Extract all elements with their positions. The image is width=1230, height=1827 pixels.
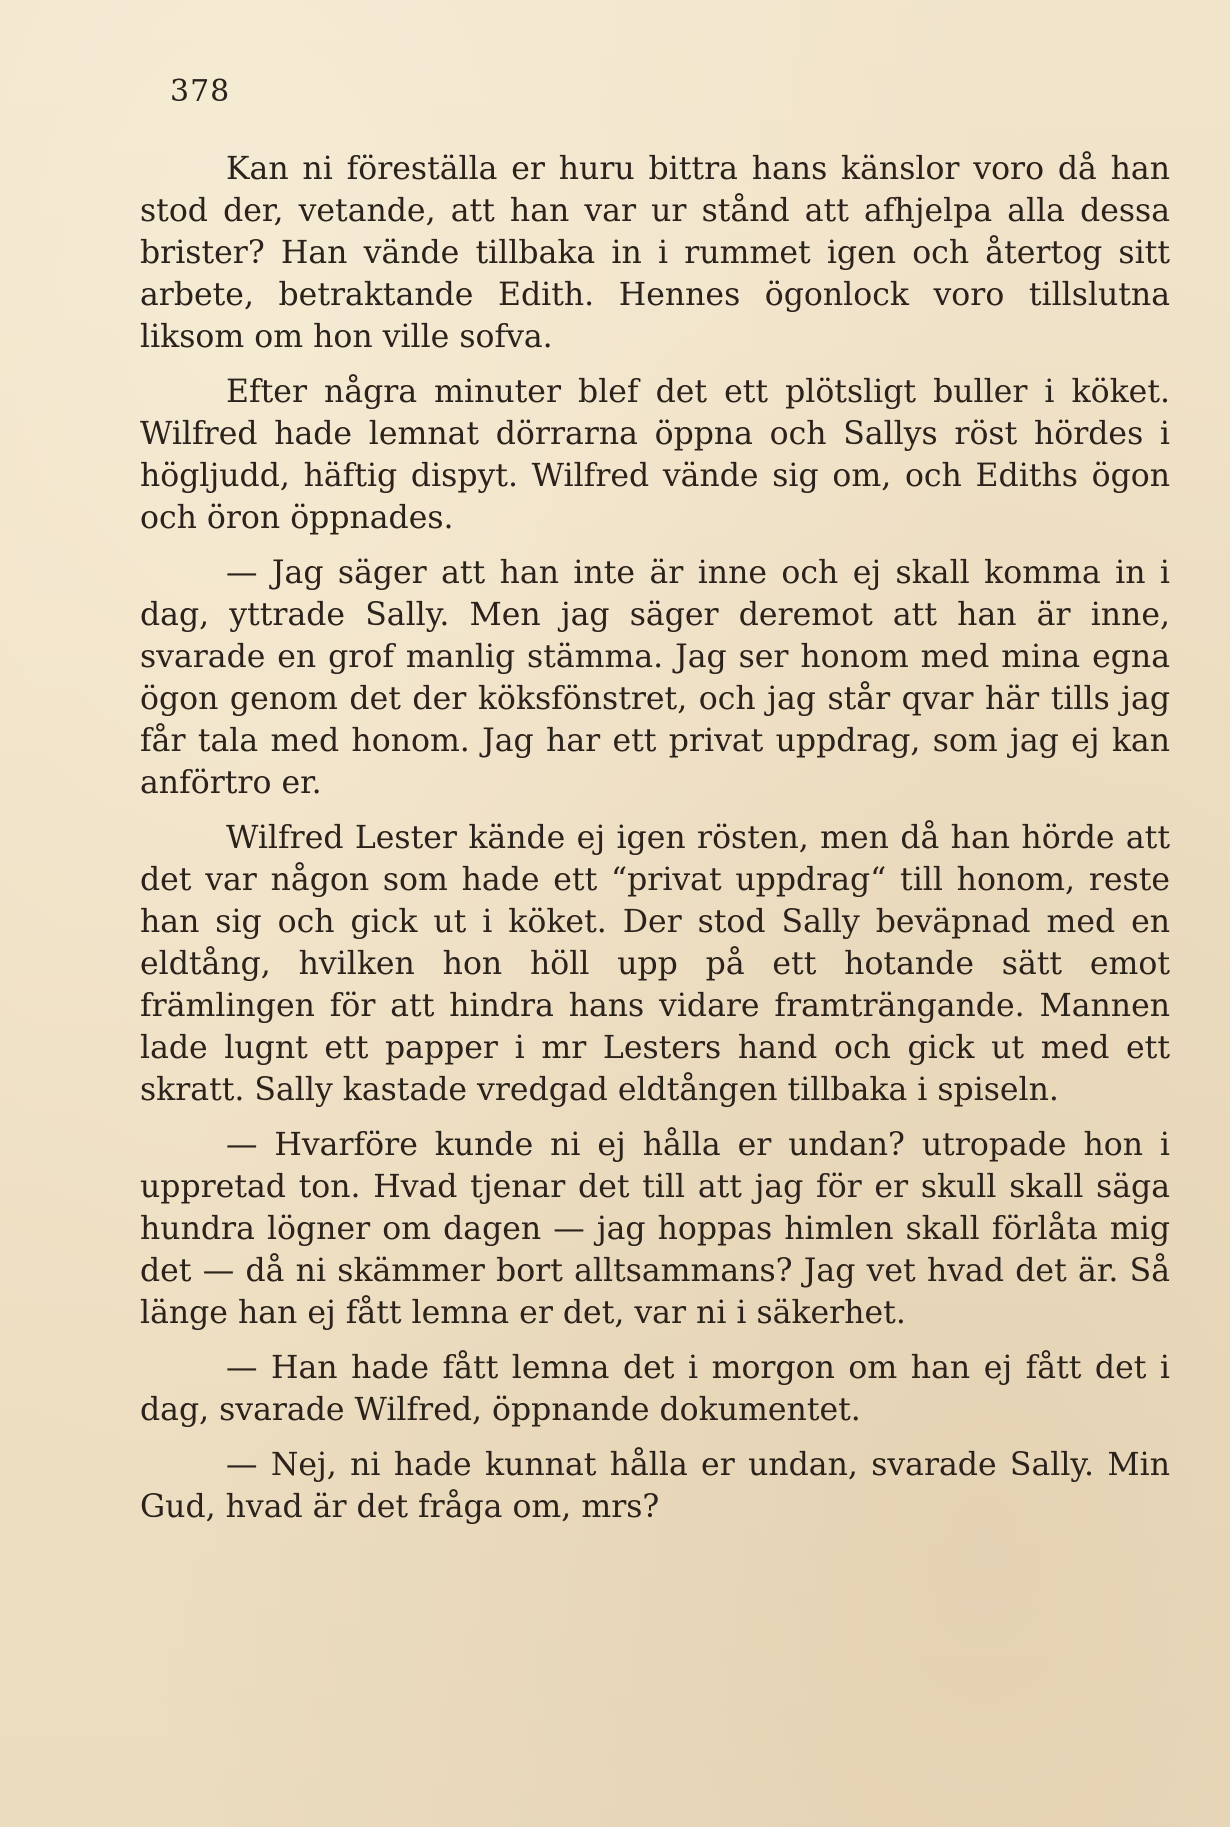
paragraph: — Han hade fått lemna det i morgon om han ej fått det i dag, svarade Wilfred, öppnande dokumentet. — [140, 1350, 1170, 1428]
paragraph: — Nej, ni hade kunnat hålla er undan, svarade Sally. Min Gud, hvad är det fråga om, mrs? — [140, 1447, 1170, 1525]
page-number: 378 — [170, 74, 231, 109]
paragraph: Wilfred Lester kände ej igen rösten, men då han hörde att det var någon som hade ett “privat uppdrag“ till honom, reste han sig och gick ut i köket. Der stod Sally beväpnad med en eldtång, hvilken hon höll upp på ett hotande sätt emot främlingen för att hindra hans vidare framträngande. Mannen lade lugnt ett papper i mr Lesters hand och gick ut med ett skratt. Sally kastade vredgad eldtången tillbaka i spiseln. — [140, 820, 1170, 1108]
page-text — [140, 148, 1170, 1528]
paragraph: — Hvarföre kunde ni ej hålla er undan? utropade hon i uppretad ton. Hvad tjenar det till att jag för er skull skall säga hundra lögner om dagen — jag hoppas himlen skall förlåta mig det — då ni skämmer bort alltsammans? Jag vet hvad det är. Så länge han ej fått lemna er det, var ni i säkerhet. — [140, 1127, 1170, 1331]
paragraph: Kan ni föreställa er huru bittra hans känslor voro då han stod der, vetande, att han var ur stånd att afhjelpa alla dessa brister? Han vände tillbaka in i rummet igen och återtog sitt arbete, betraktande Edith. Hennes ögonlock voro tillslutna liksom om hon ville sofva. — [140, 151, 1170, 355]
paragraph: — Jag säger att han inte är inne och ej skall komma in i dag, yttrade Sally. Men jag säger deremot att han är inne, svarade en grof manlig stämma. Jag ser honom med mina egna ögon genom det der köksfönstret, och jag står qvar här tills jag får tala med honom. Jag har ett privat uppdrag, som jag ej kan anförtro er. — [140, 555, 1170, 801]
paragraph: Efter några minuter blef det ett plötsligt buller i köket. Wilfred hade lemnat dörrarna öppna och Sallys röst hördes i högljudd, häftig dispyt. Wilfred vände sig om, och Ediths ögon och öron öppnades. — [140, 374, 1170, 536]
